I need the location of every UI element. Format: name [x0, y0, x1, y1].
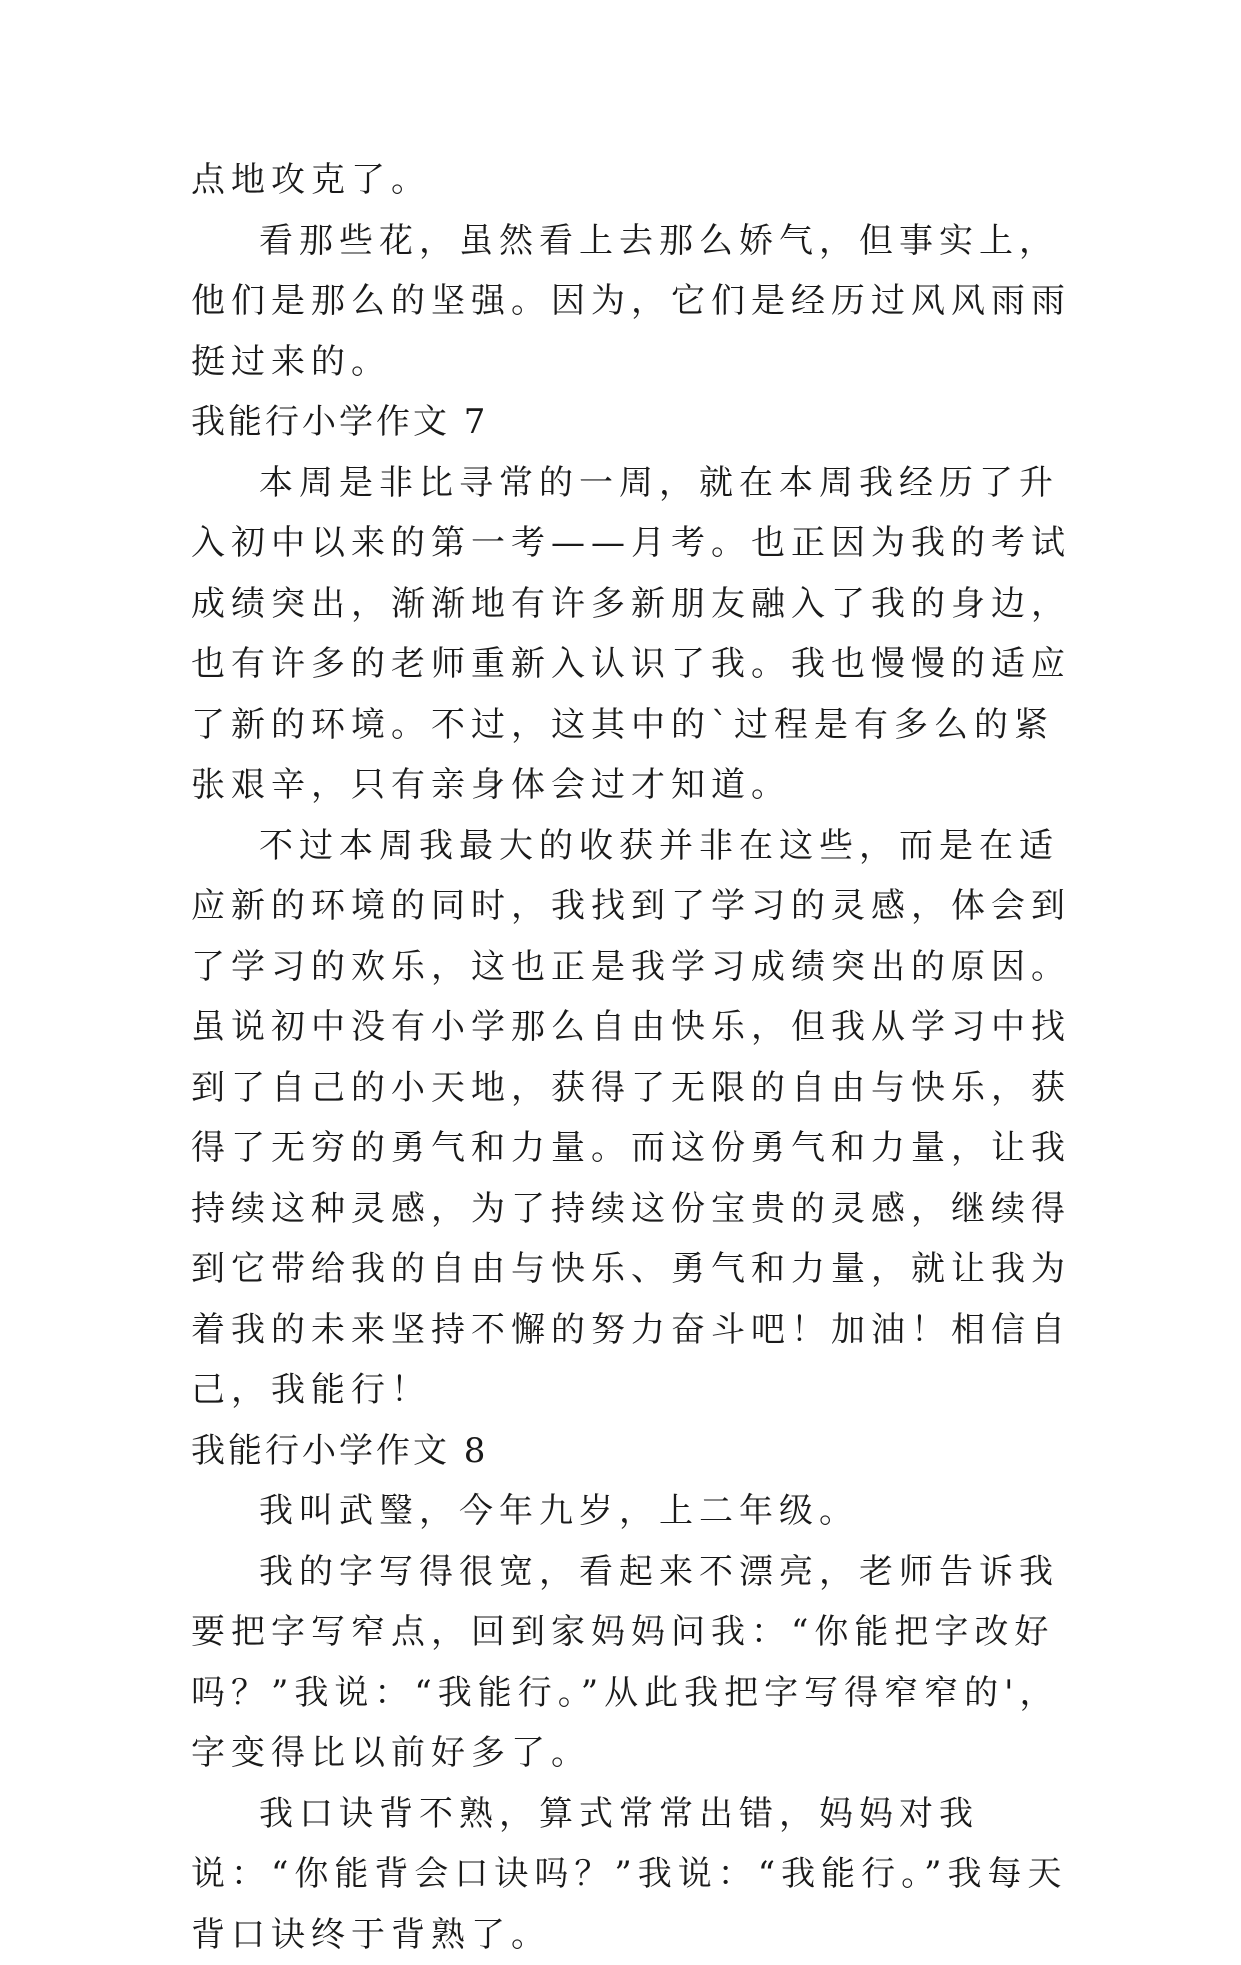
document-body: [191, 150, 1081, 1965]
paragraph: 看那些花，虽然看上去那么娇气，但事实上，他们是那么的坚强。因为，它们是经历过风风雨雨挺过来的。: [191, 211, 1081, 393]
paragraph-continuation: 点地攻克了。: [191, 150, 1081, 211]
paragraph: 我的字写得很宽，看起来不漂亮，老师告诉我要把字写窄点，回到家妈妈问我：“你能把字改好吗？”我说：“我能行。”从此我把字写得窄窄的'，字变得比以前好多了。: [191, 1542, 1081, 1784]
essay-heading: 我能行小学作文 7: [191, 392, 1081, 453]
paragraph: 不过本周我最大的收获并非在这些，而是在适应新的环境的同时，我找到了学习的灵感，体会到了学习的欢乐，这也正是我学习成绩突出的原因。虽说初中没有小学那么自由快乐，但我从学习中找到了自己的小天地，获得了无限的自由与快乐，获得了无穷的勇气和力量。而这份勇气和力量，让我持续这种灵感，为了持续这份宝贵的灵感，继续得到它带给我的自由与快乐、勇气和力量，就让我为着我的未来坚持不懈的努力奋斗吧！加油！相信自己，我能行！: [191, 816, 1081, 1421]
paragraph: 我口诀背不熟，算式常常出错，妈妈对我说：“你能背会口诀吗？”我说：“我能行。”我每天背口诀终于背熟了。: [191, 1784, 1081, 1965]
essay-heading: 我能行小学作文 8: [191, 1421, 1081, 1482]
paragraph: 我叫武瑿，今年九岁，上二年级。: [191, 1481, 1081, 1542]
paragraph: 本周是非比寻常的一周，就在本周我经历了升入初中以来的第一考——月考。也正因为我的考试成绩突出，渐渐地有许多新朋友融入了我的身边，也有许多的老师重新入认识了我。我也慢慢的适应了新的环境。不过，这其中的`过程是有多么的紧张艰辛，只有亲身体会过才知道。: [191, 453, 1081, 816]
